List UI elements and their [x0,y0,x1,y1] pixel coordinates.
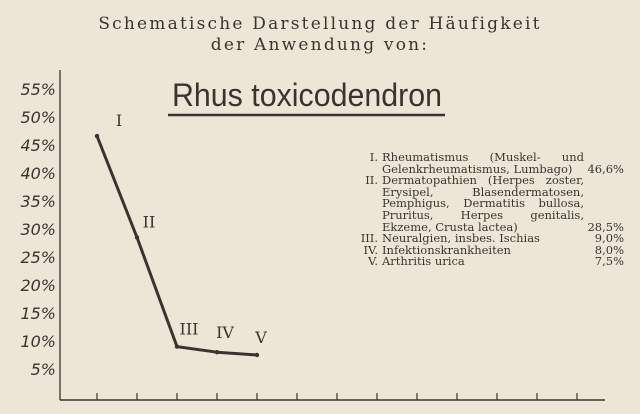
y-tick-label: 5% [30,360,56,379]
point-label: II [142,212,156,232]
chart-title: Rhus toxicodendron [172,77,442,113]
data-point [215,350,219,354]
y-tick-label: 50% [20,108,56,127]
legend-text: Neuralgien, insbes. Ischias [382,231,540,246]
legend [346,152,624,268]
legend-text: Dermatopathien (Herpes zoster, Erysipel, Blasendermatosen, Pemphigus, Dermatitis bullosa, Pruritus, Herpes genitalis, Ekzeme, Crusta lactea) [382,173,584,234]
series-line [97,136,257,355]
y-tick-label: 35% [20,192,56,211]
data-point [175,344,179,348]
data-point [255,353,259,357]
y-tick-label: 30% [20,220,56,239]
legend-item-5 [346,256,624,268]
point-label: IV [216,323,234,343]
point-label: I [115,111,123,131]
legend-num: V. [368,254,378,269]
legend-text: Arthritis urica [382,254,465,269]
point-label: V [255,328,267,347]
data-point [135,235,139,239]
legend-pct: 7,5% [594,254,624,269]
legend-num: I. [369,150,378,164]
legend-item-1 [346,152,624,175]
legend-pct: 28,5% [587,219,624,234]
legend-num: II. [365,173,378,188]
legend-item-2 [346,175,624,233]
legend-num: III. [360,231,378,246]
y-tick-label: 25% [20,248,56,267]
legend-pct: 46,6% [587,161,624,176]
header-line-2: der Anwendung von: [210,35,430,55]
y-tick-label: 15% [20,304,56,323]
legend-text: Infektionskrankheiten [382,242,511,257]
data-point [95,134,99,138]
legend-pct: 9,0% [594,231,624,246]
legend-pct: 8,0% [594,242,624,257]
header-line-1: Schematische Darstellung der Häufigkeit [98,14,542,34]
point-label: III [179,319,199,339]
y-tick-label: 55% [20,80,56,99]
y-tick-label: 10% [20,332,56,351]
legend-text: Rheumatismus (Muskel- und Gelenkrheumatismus, Lumbago) [382,150,584,176]
y-tick-label: 45% [20,136,56,155]
legend-num: IV. [363,242,378,257]
y-tick-label: 40% [20,164,56,183]
y-tick-label: 20% [20,276,56,295]
